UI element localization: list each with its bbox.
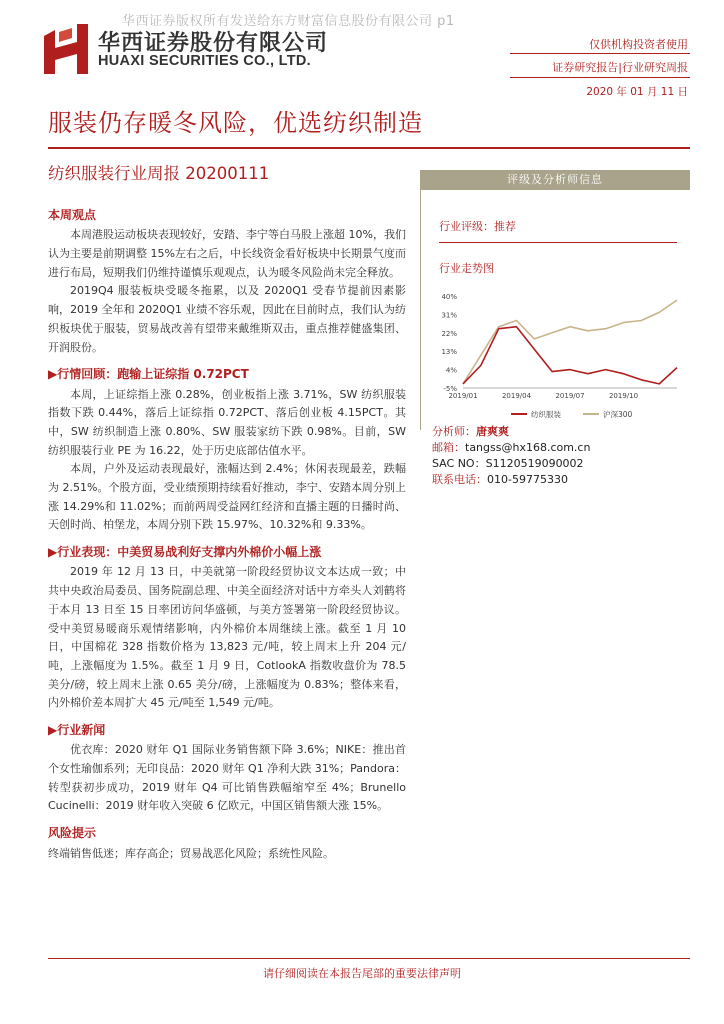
- report-date: 2020 年 01 月 11 日: [586, 86, 688, 98]
- y-tick-label: 31%: [441, 311, 457, 320]
- phone-label: 联系电话：: [432, 472, 487, 486]
- legend-label: 纺织服装: [531, 410, 561, 419]
- trend-chart-label: 行业走势图: [439, 262, 494, 275]
- legal-notice: 请仔细阅读在本报告尾部的重要法律声明: [263, 967, 461, 980]
- analyst-name: 唐爽爽: [476, 425, 509, 438]
- x-tick-label: 2019/01: [448, 392, 478, 400]
- analyst-email[interactable]: tangss@hx168.com.cn: [465, 440, 591, 454]
- header-divider: [510, 53, 690, 54]
- section-heading: 风险提示: [48, 826, 97, 841]
- x-tick-label: 2019/07: [555, 392, 585, 400]
- brand-name-cn: 华西证券股份有限公司: [98, 31, 329, 56]
- section-heading: ▶行情回顾：跑输上证综指 0.72PCT: [48, 367, 249, 382]
- y-tick-label: 40%: [441, 293, 457, 301]
- brand-name-en: HUAXI SECURITIES CO., LTD.: [98, 53, 311, 69]
- analyst-info: [432, 424, 590, 488]
- analyst-phone: 010-59775330: [487, 472, 568, 486]
- report-subtitle: 纺织服装行业周报 20200111: [48, 164, 270, 183]
- paragraph: 本周港股运动板块表现较好，安踏、李宁等白马股上涨超 10%，我们认为主要是前期调整 15%左右之后，中长线资金看好板块中长期景气度而进行布局，短期我们仍维持谨慎乐观观点，认为暖冬风险尚未完全释放。: [48, 228, 406, 279]
- x-tick-label: 2019/10: [608, 392, 639, 400]
- email-label: 邮箱：: [432, 440, 465, 454]
- watermark: 华西证券版权所有发送给东方财富信息股份有限公司 p1: [122, 14, 455, 29]
- sac-label: SAC NO：: [432, 456, 486, 470]
- rating-panel-header: 评级及分析师信息: [420, 170, 690, 190]
- y-tick-label: 4%: [445, 366, 457, 375]
- paragraph: 2019 年 12 月 13 日，中美就第一阶段经贸协议文本达成一致；中共中央政治局委员、国务院副总理、中美全面经济对话中方牵头人刘鹤将于本月 13 日至 15 日率团访问华盛顿，与美方签署第一阶段经贸协议。受中美贸易暖商乐观情绪影响，内外棉价本周继续上涨。截至 1 月 10 日，中国棉花 328 指数价格为 13,823 元/吨，较上周末上升 204 元/吨，上涨幅度为 1.5%。截至 1 月 9 日，CotlookA 指数收盘价为 78.5 美分/磅，较上周末上涨 0.65 美分/磅，上涨幅度为 0.83%；整体来看，内外棉价差本周扩大 45 元/吨至 1,549 元/吨。: [48, 565, 406, 710]
- paragraph: 本周，户外及运动表现最好，涨幅达到 2.4%；休闲表现最差，跌幅为 2.51%。个股方面，受业绩预期持续看好推动，李宁、安踏本周分别上涨 14.29%和 11.02%；而前两周受益网红经济和直播主题的日播时尚、天创时尚、柏堡龙，本周分别下跌 15.97%、10.32%和 9.33%。: [48, 462, 406, 532]
- footer-rule: [48, 958, 690, 959]
- report-title: 服装仍存暖冬风险，优选纺织制造: [48, 109, 423, 137]
- audience-note: 仅供机构投资者使用: [589, 38, 688, 51]
- report-category: 证券研究报告|行业研究周报: [552, 61, 688, 74]
- series-line-textile: [463, 327, 677, 384]
- analyst-sac: S1120519090002: [485, 456, 584, 470]
- paragraph: 本周，上证综指上涨 0.28%，创业板指上涨 3.71%，SW 纺织服装指数下跌 0.44%，落后上证综指 0.72PCT、落后创业板 4.15PCT。其中，SW 纺织制造上涨 0.80%、SW 服装家纺下跌 0.98%。目前，SW 纺织服装行业 PE 为 16.22，处于历史底部估值水平。: [48, 387, 406, 457]
- huaxi-logo-icon: [44, 24, 88, 74]
- title-rule: [48, 147, 690, 149]
- rating-panel-body: [420, 190, 690, 430]
- analyst-label: 分析师：: [432, 425, 476, 438]
- paragraph: 2019Q4 服装板块受暖冬拖累，以及 2020Q1 受春节提前因素影响，2019 全年和 2020Q1 业绩不容乐观，因此在目前时点，我们认为纺织板块优于服装，贸易战改善有望带来戴维斯双击，重点推荐健盛集团、开润股份。: [48, 284, 406, 354]
- industry-rating: 行业评级：推荐: [439, 220, 516, 233]
- section-heading: ▶行业新闻: [48, 722, 106, 737]
- x-tick-label: 2019/04: [501, 392, 532, 400]
- trend-chart: [427, 286, 687, 426]
- y-tick-label: 22%: [441, 329, 457, 338]
- paragraph: 优衣库：2020 财年 Q1 国际业务销售额下降 3.6%；NIKE：推出首个女性瑜伽系列；无印良品：2020 财年 Q1 净利大跌 31%；Pandora：转型获初步成功，2019 财年 Q4 可比销售跌幅缩窄至 4%；Brunello Cucinelli：2019 财年收入突破 6 亿欧元，中国区销售额大涨 15%。: [48, 743, 406, 813]
- y-tick-label: -5%: [443, 385, 457, 393]
- section-heading: ▶行业表现：中美贸易战利好支撑内外棉价小幅上涨: [48, 545, 322, 560]
- y-tick-label: 13%: [441, 348, 457, 357]
- section-heading: 本周观点: [48, 208, 97, 222]
- header-divider: [510, 77, 690, 78]
- paragraph: 终端销售低迷；库存高企；贸易战恶化风险；系统性风险。: [48, 846, 334, 860]
- legend-label: 沪深300: [603, 410, 633, 419]
- rating-panel: [420, 170, 690, 430]
- report-body: [48, 205, 406, 863]
- panel-divider: [439, 242, 677, 243]
- series-line-csi300: [463, 300, 677, 384]
